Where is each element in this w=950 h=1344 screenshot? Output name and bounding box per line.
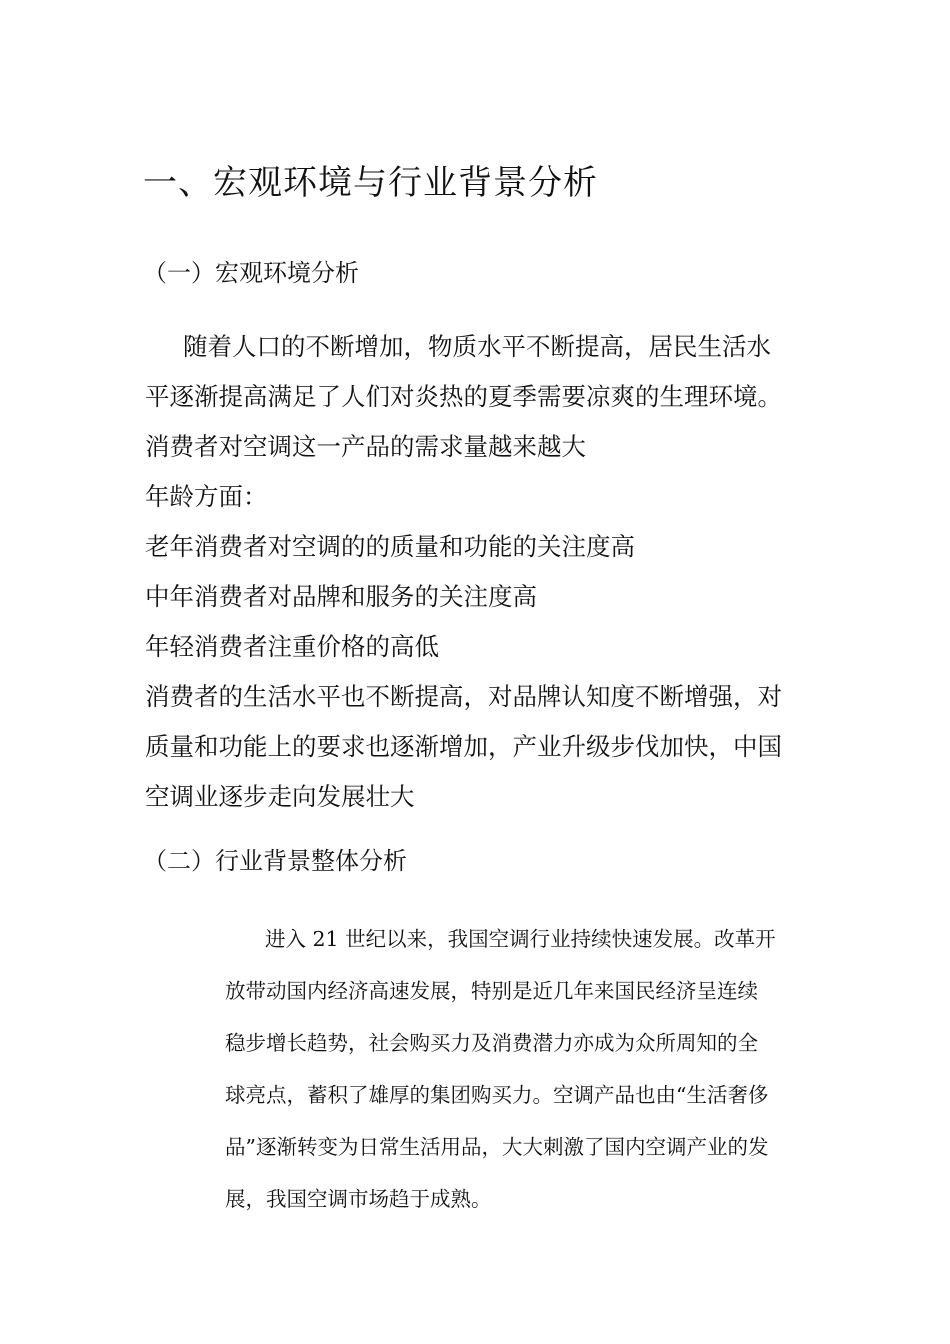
paragraph-line: 稳步增长趋势，社会购买力及消费潜力亦成为众所周知的全 (225, 1031, 758, 1055)
paragraph-line: 放带动国内经济高速发展，特别是近几年来国民经济呈连续 (225, 979, 758, 1003)
section-body-industry-background (225, 913, 815, 1225)
section-heading-industry-background: （二）行业背景整体分析 (143, 847, 407, 875)
paragraph-line: 消费者的生活水平也不断提高，对品牌认知度不断增强，对 (145, 682, 782, 711)
paragraph-line: 老年消费者对空调的的质量和功能的关注度高 (145, 532, 635, 561)
paragraph-line: 平逐渐提高满足了人们对炎热的夏季需要凉爽的生理环境。 (145, 382, 782, 411)
paragraph-line: 空调业逐步走向发展壮大 (145, 782, 415, 811)
paragraph-line: 随着人口的不断增加，物质水平不断提高，居民生活水 (183, 332, 771, 361)
paragraph-line: 年龄方面： (145, 482, 268, 511)
paragraph-line: 年轻消费者注重价格的高低 (145, 632, 439, 661)
paragraph-line: 品”逐渐转变为日常生活用品，大大刺激了国内空调产业的发 (225, 1135, 769, 1159)
section-heading-macro-environment: （一）宏观环境分析 (143, 259, 359, 287)
document-title: 一、宏观环境与行业背景分析 (143, 163, 598, 203)
paragraph-line: 展，我国空调市场趋于成熟。 (225, 1187, 492, 1211)
paragraph-line: 进入 21 世纪以来，我国空调行业持续快速发展。改革开 (265, 927, 776, 951)
paragraph-line: 消费者对空调这一产品的需求量越来越大 (145, 432, 586, 461)
section-body-macro-environment (145, 322, 815, 822)
paragraph-line: 质量和功能上的要求也逐渐增加，产业升级步伐加快，中国 (145, 732, 782, 761)
paragraph-line: 中年消费者对品牌和服务的关注度高 (145, 582, 537, 611)
paragraph-line: 球亮点，蓄积了雄厚的集团购买力。空调产品也由“生活奢侈 (225, 1083, 769, 1107)
